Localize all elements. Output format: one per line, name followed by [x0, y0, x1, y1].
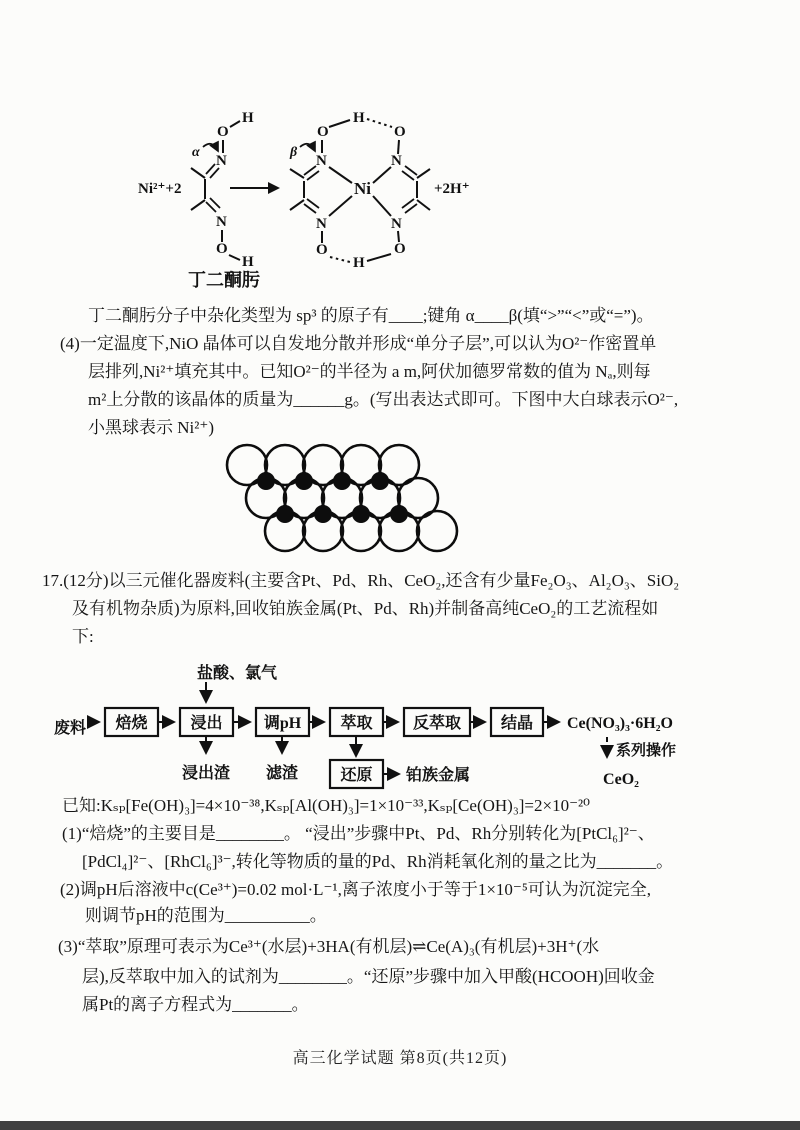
dimethylglyoxime-structure: [191, 110, 254, 270]
atom-h-label: H: [353, 110, 365, 126]
nickel-complex-reaction-figure: [130, 95, 490, 295]
flow-final-product-label: CeO₂: [603, 771, 639, 788]
flow-box-adjust-ph-label: 调pH: [263, 715, 302, 732]
q17-sub3-line-3: 属Pt的离子方程式为_______。: [82, 995, 309, 1014]
atom-n-label: N: [216, 153, 227, 169]
flow-series-ops-label: 系列操作: [616, 743, 677, 759]
atom-n-label: N: [391, 216, 402, 232]
atom-o-label: O: [317, 124, 329, 140]
process-flowchart: [30, 652, 695, 794]
q17-sub1-line-1: (1)“焙烧”的主要目是________。 “浸出”步骤中Pt、Pd、Rh分别转化为[PtCl₆]²⁻、: [62, 824, 655, 843]
q17-known-ksp-line: 已知:Kₛₚ[Fe(OH)₃]=4×10⁻³⁸,Kₛₚ[Al(OH)₃]=1×10⁻³³,Kₛₚ[Ce(OH)₃]=2×10⁻²⁰: [62, 796, 590, 815]
atom-o-label: O: [394, 124, 406, 140]
flow-feed-label: 废料: [53, 720, 87, 737]
flow-box-crystallize-label: 结晶: [500, 715, 534, 732]
page-footer: 高三化学试题 第8页(共12页): [292, 1050, 508, 1067]
atom-ni-label: Ni: [354, 179, 371, 198]
atom-h-label: H: [242, 254, 254, 270]
molecule-name-label: 丁二酮肟: [188, 270, 260, 290]
flow-box-roast-label: 焙烧: [115, 715, 148, 732]
atom-o-label: O: [316, 242, 328, 258]
q17-sub3-line-2: 层),反萃取中加入的试剂为________。“还原”步骤中加入甲酸(HCOOH)回收金: [82, 967, 655, 986]
hydrogen-bond-bottom: [330, 257, 350, 262]
product-label: +2H⁺: [434, 181, 470, 197]
q16-part4-line-4: 小黑球表示 Ni²⁺): [88, 418, 214, 437]
close-packing-figure: [215, 440, 465, 558]
atom-o-label: O: [217, 124, 229, 140]
q16-part4-line-2: 层排列,Ni²⁺填充其中。已知O²⁻的半径为 a m,阿伏加德罗常数的值为 Nₐ,则每: [88, 362, 651, 381]
q17-sub2-line-2: 则调节pH的范围为__________。: [85, 906, 327, 925]
atom-h-label: H: [353, 255, 365, 271]
flow-pgm-label: 铂族金属: [406, 767, 471, 784]
nickel-complex-structure: [289, 110, 430, 271]
beta-curved-arrow: [300, 144, 315, 151]
q16-part4-line-1: (4)一定温度下,NiO 晶体可以自发地分散并形成“单分子层”,可以认为O²⁻作密置单: [60, 334, 657, 353]
flow-box-leach-label: 浸出: [190, 715, 223, 732]
atom-n-label: N: [316, 153, 327, 169]
q17-intro-line-3: 下:: [72, 627, 94, 646]
atom-n-label: N: [316, 216, 327, 232]
flow-leach-residue-label: 浸出渣: [181, 765, 231, 782]
alpha-curved-arrow: [203, 144, 218, 151]
atom-h-label: H: [242, 110, 254, 126]
q17-intro-line-1: 17.(12分)以三元催化器废料(主要含Pt、Pd、Rh、CeO₂,还含有少量Fe₂O₃、Al₂O₃、SiO₂: [42, 571, 680, 590]
flow-box-reduce-label: 还原: [340, 767, 373, 784]
oxide-ion-circles: [227, 445, 457, 551]
atom-o-label: O: [394, 241, 406, 257]
atom-n-label: N: [391, 153, 402, 169]
q16-hybridization-line: 丁二酮肟分子中杂化类型为 sp³ 的原子有____;键角 α____β(填“>”“<”或“=”)。: [88, 306, 654, 325]
flow-box-extract-label: 萃取: [340, 715, 373, 732]
scan-edge-band: [0, 1121, 800, 1130]
atom-n-label: N: [216, 214, 227, 230]
alpha-angle-label: α: [192, 145, 200, 160]
q17-sub3-line-1: (3)“萃取”原理可表示为Ce³⁺(水层)+3HA(有机层)⇌Ce(A)₃(有机层)+3H⁺(水: [58, 937, 600, 956]
q17-sub2-line-1: (2)调pH后溶液中c(Ce³⁺)=0.02 mol·L⁻¹,离子浓度小于等于1×10⁻⁵可认为沉淀完全,: [60, 880, 652, 899]
hydrogen-bond-top: [367, 119, 392, 127]
reactant-label: Ni²⁺+2: [138, 181, 182, 197]
q17-sub1-line-2: [PdCl₄]²⁻、[RhCl₆]³⁻,转化等物质的量的Pd、Rh消耗氧化剂的量之比为_______。: [82, 852, 674, 871]
flow-reagent-label: 盐酸、氯气: [196, 665, 278, 682]
flow-box-back-extract-label: 反萃取: [412, 715, 462, 732]
q17-intro-line-2: 及有机物杂质)为原料,回收铂族金属(Pt、Pd、Rh)并制备高纯CeO₂的工艺流程如: [72, 599, 659, 618]
flow-filter-residue-label: 滤渣: [265, 765, 299, 782]
atom-o-label: O: [216, 241, 228, 257]
flow-crystal-product-label: Ce(NO₃)₃·6H₂O: [567, 715, 673, 732]
q16-part4-line-3: m²上分散的该晶体的质量为______g。(写出表达式即可。下图中大白球表示O²⁻,: [88, 390, 679, 409]
beta-angle-label: β: [290, 145, 298, 160]
